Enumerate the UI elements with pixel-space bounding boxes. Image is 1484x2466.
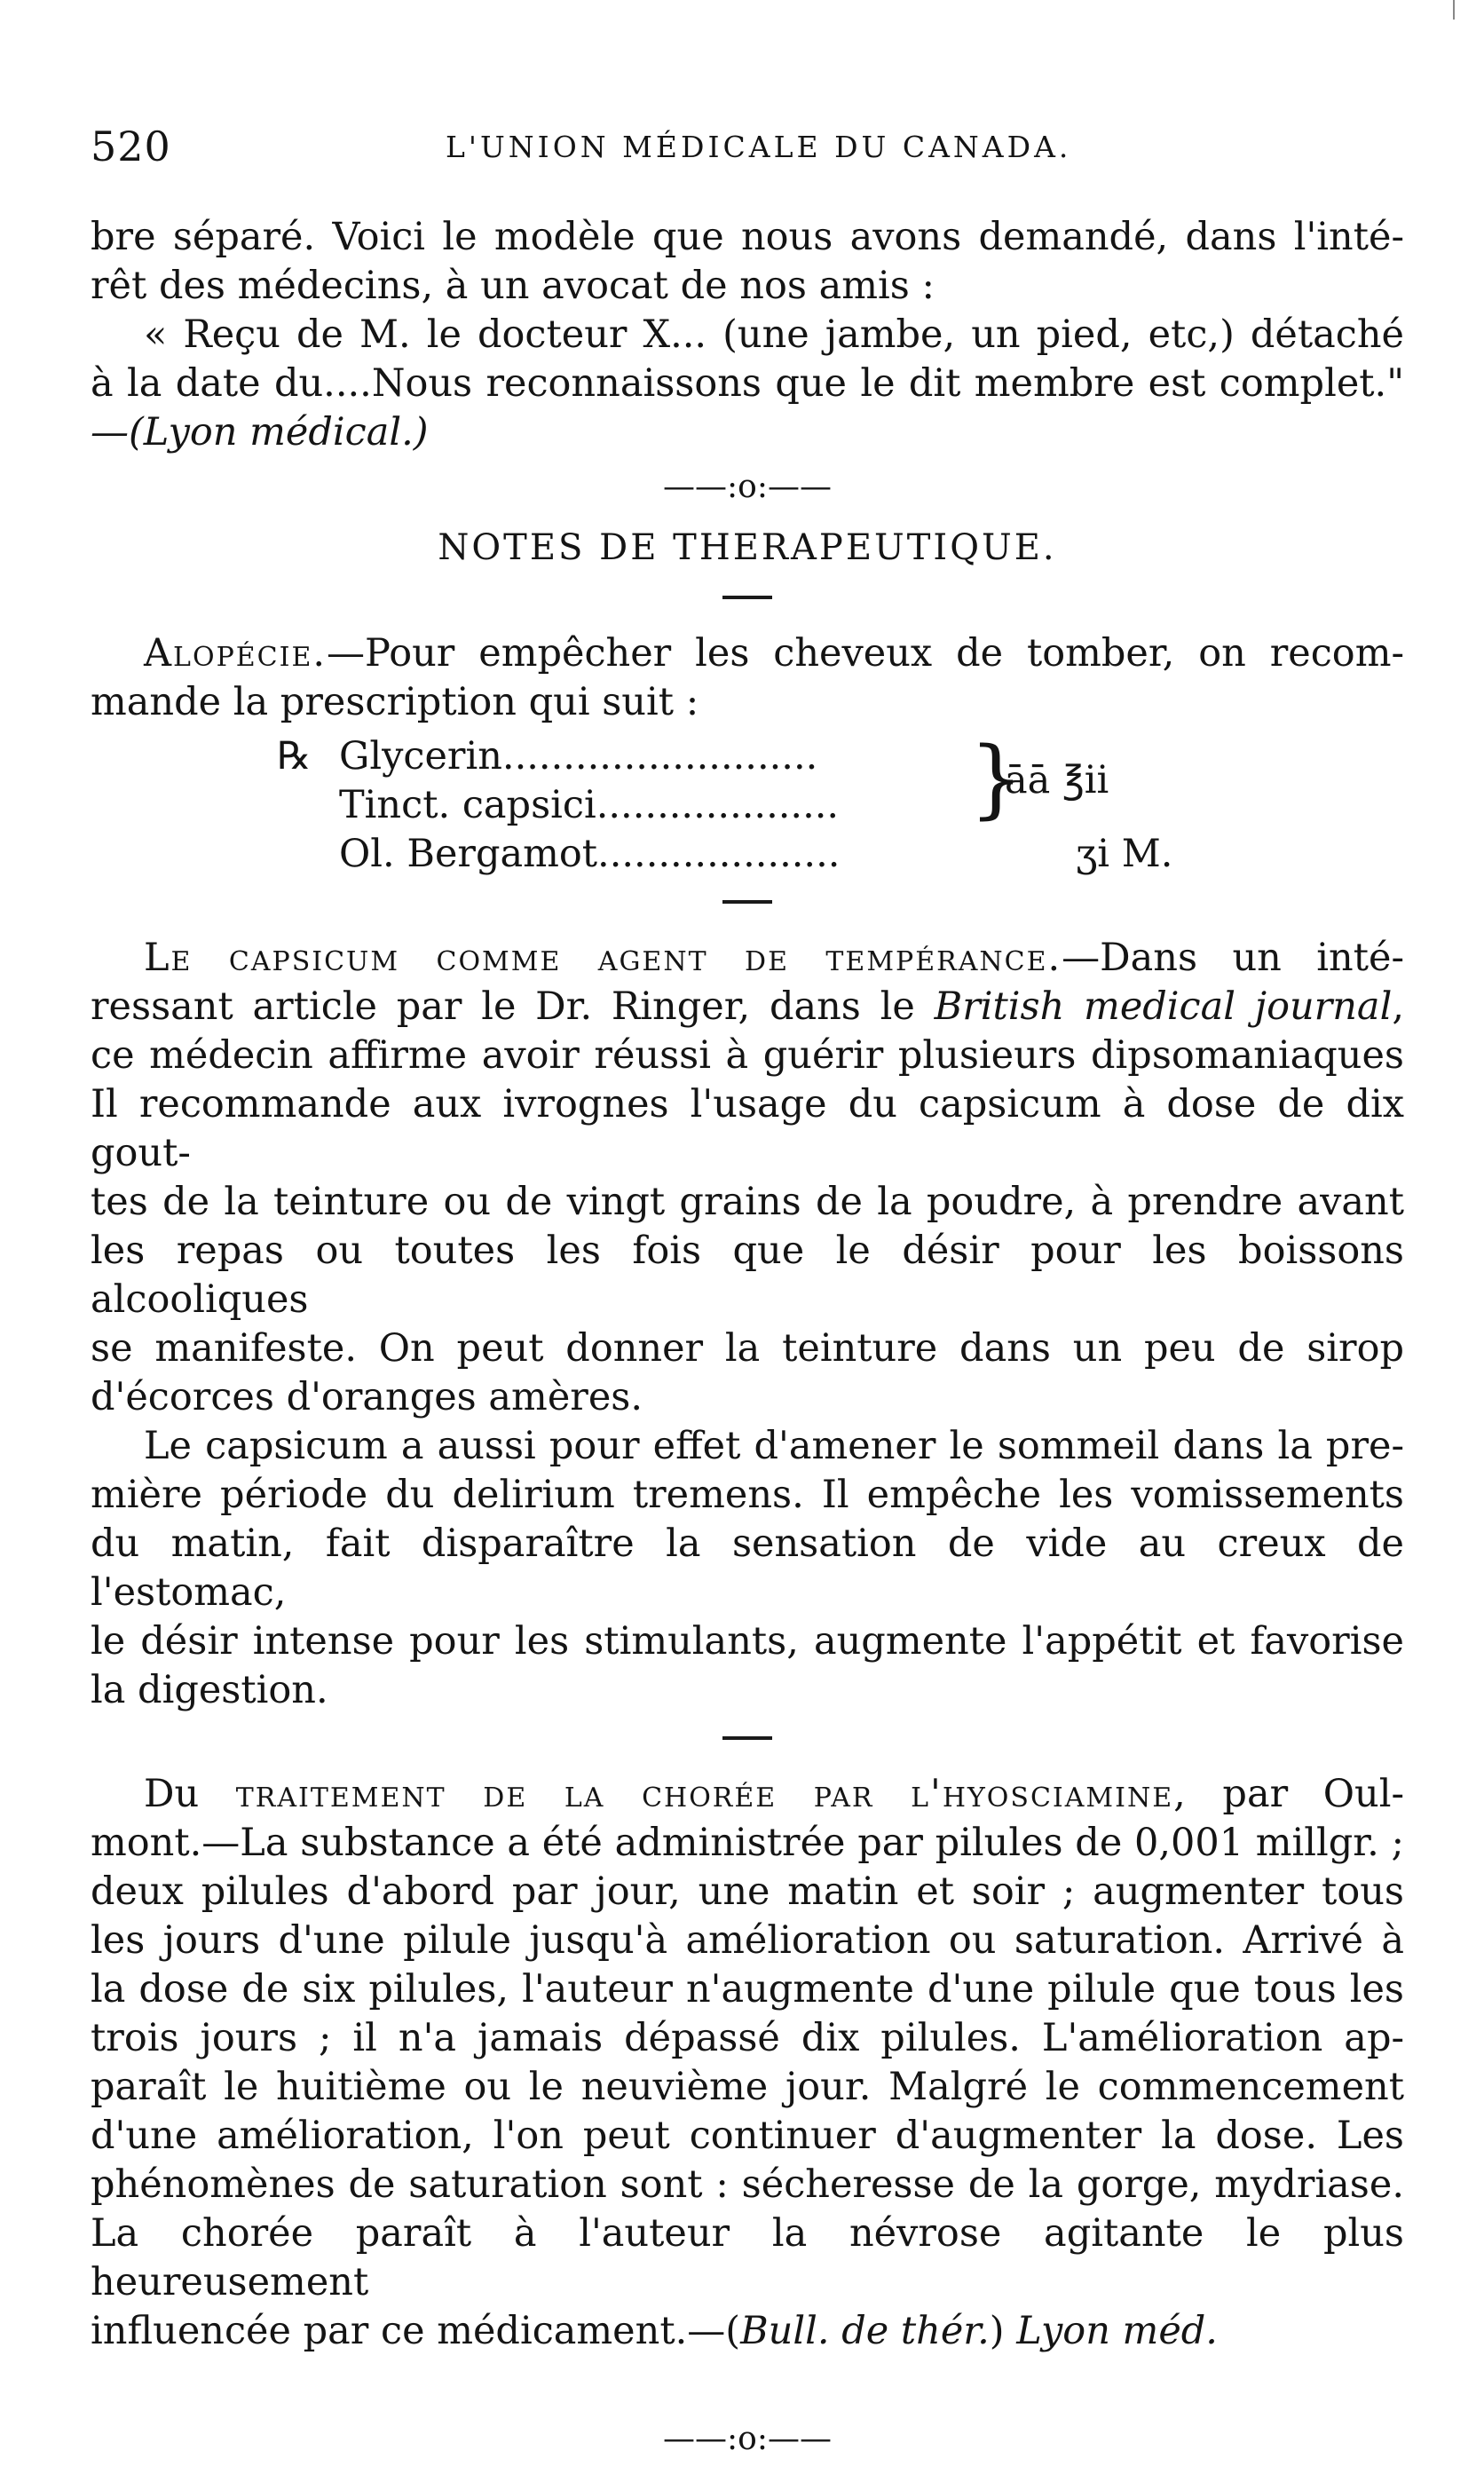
choree-lead: Du [144,1772,200,1816]
section-dash [722,596,772,599]
capsicum-line [91,983,1404,1031]
intro-citation [91,408,1404,457]
prescription-symbol: ℞ [277,734,312,779]
choree-line [91,1770,1404,1819]
alopecie-title: Alopécie. [144,631,328,676]
section-heading: NOTES DE THERAPEUTIQUE. [438,527,1057,568]
intro-line: « Reçu de M. le docteur X... (une jambe, un pied, etc,) détaché [144,312,1404,357]
choree-line: d'une amélioration, l'on peut continuer d'augmenter la dose. Les [91,2114,1404,2158]
page-number: 520 [91,123,171,170]
section-dash [722,900,772,904]
alopecie-line: mande la prescription qui suit : [91,680,699,724]
capsicum-text: —Dans un inté- [1062,936,1404,980]
prescription-brace: } [969,729,1024,828]
intro-line: à la date du....Nous reconnaissons que le dit membre est complet." [91,361,1404,406]
choree-line: trois jours ; il n'a jamais dépassé dix pilules. L'amélioration ap- [91,2016,1404,2060]
page-body [91,213,1404,2466]
capsicum-text: ressant article par le Dr. Ringer, dans le [91,984,935,1029]
separator: ——:o:—— [663,2421,832,2457]
capsicum-title: Le capsicum comme agent de tempérance. [144,936,1062,980]
choree-line: paraît le huitième ou le neuvième jour. Malgré le commencement [91,2065,1404,2109]
choree-text: ) [989,2309,1017,2353]
alopecie-text: —Pour empêcher les cheveux de tomber, on recom- [327,631,1404,676]
choree-author: par Oul- [1187,1772,1404,1816]
capsicum-line: Le capsicum a aussi pour effet d'amener le sommeil dans la pre- [144,1424,1404,1468]
prescription-dose: āā ℥ii [1005,758,1109,802]
prescription-item: Ol. Bergamot.................... [339,832,841,876]
capsicum-line: du matin, fait disparaître la sensation de vide au creux de l'estomac, [91,1521,1404,1615]
choree-line: la dose de six pilules, l'auteur n'augmente d'une pilule que tous les [91,1967,1404,2012]
choree-line [91,2307,1404,2356]
choree-title: traitement de la chorée par l'hyosciamine, [199,1772,1188,1816]
capsicum-line: mière période du delirium tremens. Il empêche les vomissements [91,1473,1404,1517]
capsicum-line: la digestion. [91,1668,328,1712]
intro-line: rêt des médecins, à un avocat de nos amis : [91,264,935,308]
capsicum-line: Il recommande aux ivrognes l'usage du capsicum à dose de dix gout- [91,1082,1404,1175]
capsicum-line: tes de la teinture ou de vingt grains de la poudre, à prendre avant [91,1180,1404,1224]
capsicum-line [91,934,1404,983]
intro-citation-text: —(Lyon médical.) [91,410,429,454]
capsicum-line: d'écorces d'oranges amères. [91,1375,643,1419]
choree-line: les jours d'une pilule jusqu'à amélioration ou saturation. Arrivé à [91,1918,1404,1963]
capsicum-line: se manifeste. On peut donner la teinture dans un peu de sirop [91,1326,1404,1371]
choree-line: deux pilules d'abord par jour, une matin et soir ; augmenter tous [91,1869,1404,1914]
journal-title: British medical journal [934,984,1393,1029]
capsicum-line: ce médecin affirme avoir réussi à guérir plusieurs dipsomaniaques [91,1033,1404,1078]
spacer [91,2356,1404,2409]
page-edge-mark [1453,0,1455,20]
capsicum-line: les repas ou toutes les fois que le désir pour les boissons alcooliques [91,1229,1404,1322]
source-citation: Bull. de thér. [740,2309,990,2353]
choree-line: mont.—La substance a été administrée par pilules de 0,001 millgr. ; [91,1821,1404,1865]
running-title: L'UNION MÉDICALE DU CANADA. [446,130,1072,164]
alopecie-line [91,629,1404,678]
source-citation: Lyon méd. [1016,2309,1218,2353]
prescription-block [91,729,1404,879]
separator: ——:o:—— [663,469,832,505]
prescription-dose: ʒi M. [1076,832,1173,876]
prescription-item: Glycerin.......................... [339,734,818,779]
page-header [91,123,1404,176]
capsicum-text: , [1392,984,1404,1029]
section-dash [722,1736,772,1740]
choree-line: phénomènes de saturation sont : sécheresse de la gorge, mydriase. [91,2162,1404,2207]
choree-line: La chorée paraît à l'auteur la névrose agitante le plus heureusement [91,2211,1404,2304]
prescription-item: Tinct. capsici.................... [339,783,840,827]
choree-text: influencée par ce médicament.—( [91,2309,741,2353]
intro-line: bre séparé. Voici le modèle que nous avons demandé, dans l'inté- [91,215,1404,259]
capsicum-line: le désir intense pour les stimulants, augmente l'appétit et favorise [91,1619,1404,1664]
